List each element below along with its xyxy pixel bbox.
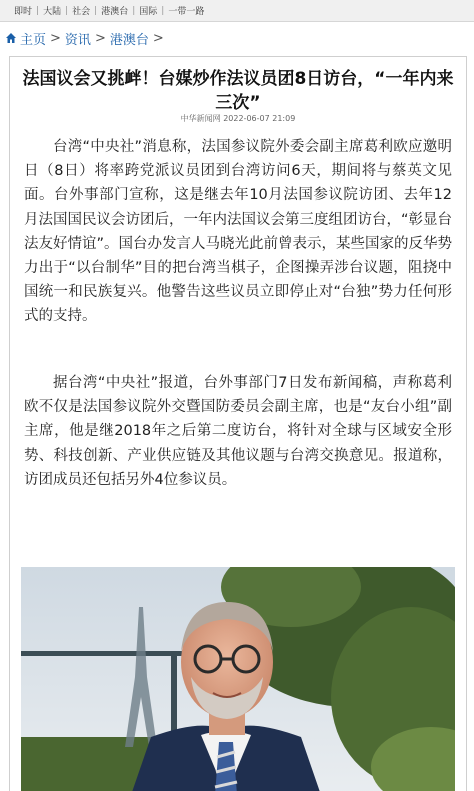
- breadcrumb-home[interactable]: 主页: [20, 32, 47, 48]
- breadcrumb-separator: >: [50, 30, 61, 46]
- article-panel: [9, 56, 467, 791]
- nav-item-instant[interactable]: 即时: [14, 7, 33, 17]
- article-title: 法国议会又挑衅！台媒炒作法议员团8日访台，“一年内来三次”: [22, 69, 454, 113]
- nav-separator: |: [94, 5, 98, 16]
- article-photo: [21, 567, 455, 791]
- article-datetime: 2022-06-07 21:09: [223, 114, 296, 123]
- article-source: 中华新闻网: [180, 114, 221, 123]
- nav-separator: |: [36, 5, 40, 16]
- breadcrumb-news[interactable]: 资讯: [64, 32, 91, 48]
- top-nav: [0, 0, 474, 22]
- breadcrumb-separator: >: [94, 30, 106, 46]
- nav-item-hk-macao-taiwan[interactable]: 港澳台: [101, 7, 129, 17]
- breadcrumb-separator: >: [152, 30, 164, 46]
- nav-item-mainland[interactable]: 大陆: [43, 7, 62, 17]
- breadcrumb: [0, 24, 474, 52]
- nav-item-international[interactable]: 国际: [139, 7, 158, 17]
- article-photo-image: [21, 567, 455, 791]
- article-meta: [10, 113, 466, 124]
- article-paragraph: 台湾“中央社”消息称，法国参议院外委会副主席葛利欧应邀明日（8日）将率跨党派议员团到台湾访问6天，期间将与蔡英文见面。台外事部门宣称，这是继去年10月法国参议院访团、去年12月法国国民议会访团后，一年内法国议会第三度组团访台，“彰显台法友好情谊”。国台办发言人马晓光此前曾表示，某些国家的反华势力出于“以台制华”目的把台湾当棋子，企图操弄涉台议题，阻挠中国统一和民族复兴。他警告这些议员立即停止对“台独”势力任何形式的支持。: [24, 139, 453, 325]
- home-icon: [5, 32, 17, 44]
- nav-item-belt-road[interactable]: 一带一路: [168, 7, 205, 17]
- nav-separator: |: [65, 5, 69, 16]
- nav-separator: |: [132, 5, 136, 16]
- nav-separator: |: [161, 5, 165, 16]
- article-paragraph: 据台湾“中央社”报道，台外事部门7日发布新闻稿，声称葛利欧不仅是法国参议院外交暨国防委员会副主席，也是“友台小组”副主席，他是继2018年之后第二度访台，将针对全球与区域安全形势、科技创新、产业供应链及其他议题与台湾交换意见。报道称，访团成员还包括另外4位参议员。: [24, 375, 452, 488]
- nav-item-society[interactable]: 社会: [72, 7, 91, 17]
- breadcrumb-hk-macao-taiwan[interactable]: 港澳台: [109, 32, 149, 48]
